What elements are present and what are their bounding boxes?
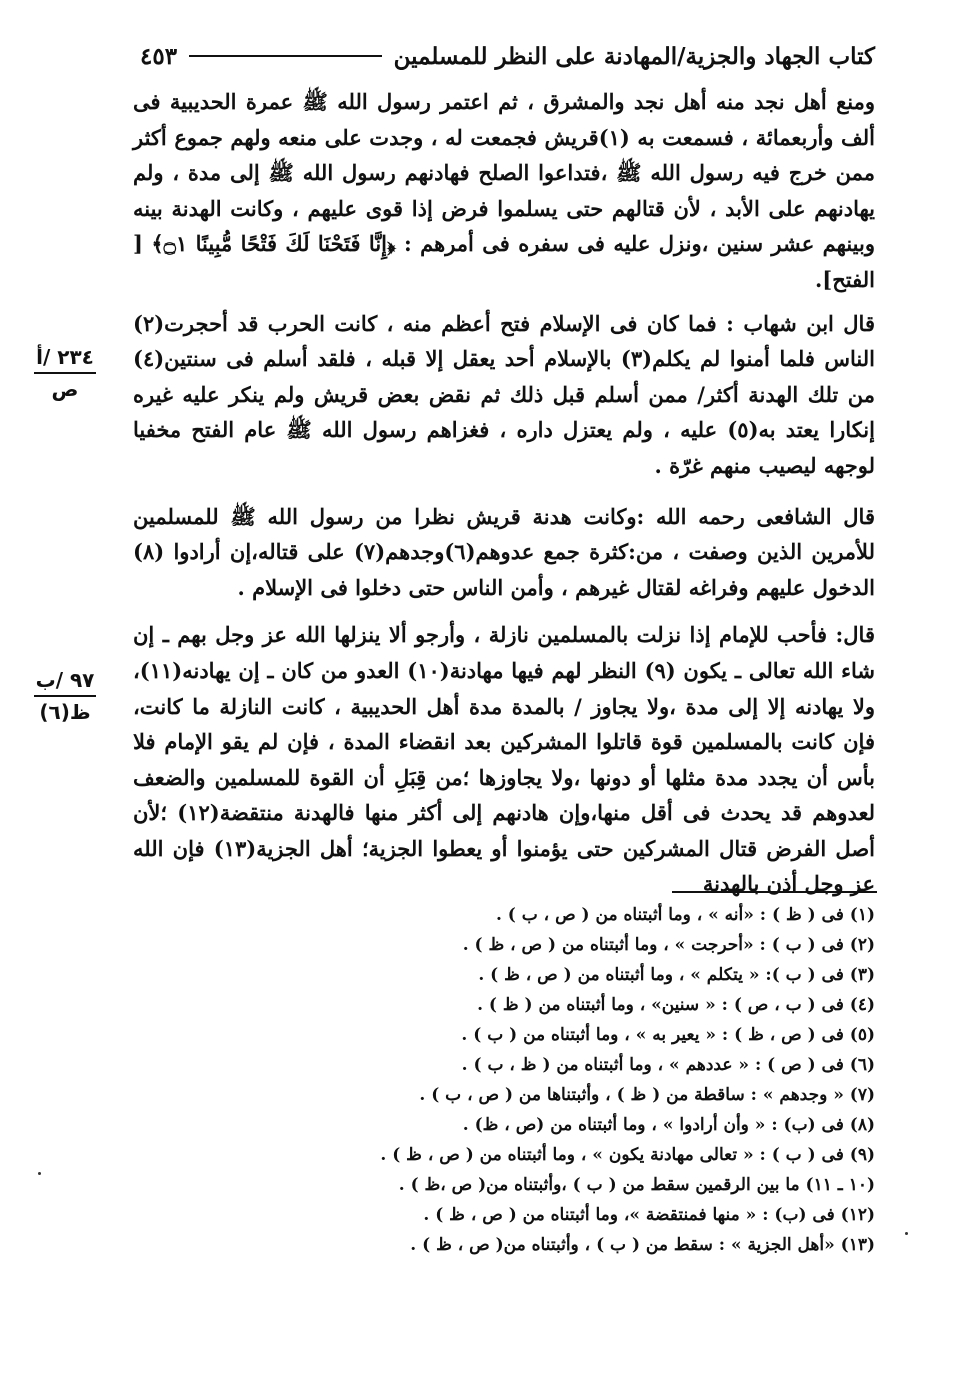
footnote-separator [672, 891, 877, 893]
footnote-12: (١٢) فى (ب) : « منها فمنتقضة »، وما أثبتناه من ( ص ، ظ ) . [423, 1205, 875, 1225]
paragraph-4-lead: قال: [835, 622, 875, 648]
page-number: ٤٥٣ [140, 42, 178, 70]
margin-note-1-top: ٢٣٤ /أ [36, 345, 94, 369]
footnote-6: (٦) فى ( ص ) : « عددهم » ، وما أثبتناه من ( ظ ، ب ) . [461, 1055, 875, 1075]
paragraph-3 [133, 499, 875, 606]
footnote-9: (٩) فى ( ب ) : « تعالى مهادنة يكون » ، وما أثبتناه من ( ص ، ظ ) . [380, 1145, 875, 1165]
footnote-5: (٥) فى ( ص ، ظ ) : « يعير به » ، وما أثبتناه من ( ب ) . [461, 1025, 875, 1045]
header-rule [189, 55, 382, 57]
margin-note-2 [30, 668, 100, 724]
main-text [133, 84, 875, 902]
paragraph-4 [133, 617, 875, 902]
margin-note-2-bottom: ظ(٦) [39, 700, 91, 724]
footnote-3: (٣) فى ( ب ): « يتكلم » ، وما أثبتناه من ( ص ، ظ ) . [478, 965, 875, 985]
margin-note-1-bottom: ص [51, 377, 79, 401]
footnote-13: (١٣) «أهل الجزية » : سقط من ( ب ) ، وأثبتناه من( ص ، ظ ) . [410, 1235, 875, 1255]
chapter-title: كتاب الجهاد والجزية/المهادنة على النظر للمسلمين [393, 42, 875, 70]
paragraph-2: قال ابن شهاب : فما كان فى الإسلام فتح أعظم منه ، كانت الحرب قد أحجرت(٢) الناس فلما أمنوا لم يكلم(٣) بالإسلام أحد يعقل إلا قبله ، فلقد أسلم فى سنتين(٤) من تلك الهدنة أكثر/ ممن أسلم قبل ذلك ثم نقض بعض قريش ولم ينكر عليه غيره إنكارا يعتد به(٥) عليه ، ولم يعتزل داره ، فغزاهم رسول الله ﷺ عام الفتح مخفيا لوجهه ليصيب منهم غرّة . [133, 310, 875, 478]
footnote-2: (٢) فى ( ب ) : «أحرجت » ، وما أثبتناه من ( ص ، ظ ) . [462, 935, 875, 955]
paragraph-3-lead: قال الشافعى رحمه الله [656, 503, 875, 529]
footnote-10-11: (١٠ ـ ١١) ما بين الرقمين سقط من ( ب ) ،وأثبتناه من( ص ،ظ ) . [398, 1175, 875, 1195]
running-header [140, 38, 875, 74]
paragraph-4-text: فأحب للإمام إذا نزلت بالمسلمين نازلة ، وأرجو ألا ينزلها الله عز وجل بهم ـ إن شاء الله تعالى ـ يكون (٩) النظر لهم فيها مهادنة(١٠) العدو من كان ـ إن يهادنه(١١)، ولا يهادنه إلا إلى مدة ،ولا يجاوز / بالمدة مدة أهل الحديبية ، كانت النازلة ما كانت، فإن كانت بالمسلمين قوة قاتلوا المشركين بعد انقضاء المدة ، فإن لم يقو الإمام فلا بأس أن يجدد مدة مثلها أو دونها ،ولا يجاوزها ؛من قِبَلِ أن القوة للمسلمين والضعف لعدوهم قد يحدث فى أقل منها،وإن هادنهم إلى أكثر منها فالهدنة منتقضة(١٢) ؛لأن أصل الفرض قتال المشركين حتى يؤمنوا أو يعطوا الجزية؛ أهل الجزية(١٣) فإن الله عز وجل أذن بالهدنة [133, 622, 876, 897]
footnote-8: (٨) فى (ب) : « وأن أرادوا » ، وما أثبتناه من (ص ، ظ) . [462, 1115, 875, 1135]
footnote-4: (٤) فى ( ب ، ص ) : « سنين» ، وما أثبتناه من ( ظ ) . [477, 995, 875, 1015]
paragraph-3-text: :وكانت هدنة قريش نظرا من رسول الله ﷺ للمسلمين للأمرين الذين وصفت ، من:كثرة جمع عدوهم(٦)وجدهم(٧) على قتاله،إن أرادوا (٨) الدخول عليهم وفراغه لقتال غيرهم ، وأمن الناس حتى دخلوا فى الإسلام . [133, 503, 875, 600]
margin-note-1 [30, 345, 100, 401]
margin-note-2-top: ٩٧ /ب [35, 668, 95, 692]
footnote-1: (١) فى ( ظ ) : «أنه » ، وما أثبتناه من ( ص ، ب ) . [495, 905, 875, 925]
margin-note-2-rule [34, 695, 96, 697]
paragraph-1: ومنع أهل نجد منه أهل نجد والمشرق ، ثم اعتمر رسول الله ﷺ عمرة الحديبية فى ألف وأربعمائة ، فسمعت به (١)قريش فجمعت له ، وجدت على منعه ولهم جموع أكثر ممن خرج فيه رسول الله ﷺ ،فتداعوا الصلح فهادنهم رسول الله ﷺ إلى مدة ، ولم يهادنهم على الأبد ، لأن قتالهم حتى يسلموا فرض إذا قوى عليهم ، وكانت الهدنة بينه وبينهم عشر سنين ،ونزل عليه فى سفره فى أمرهم : ﴿إِنَّا فَتَحْنَا لَكَ فَتْحًا مُّبِينًا ۝١﴾ [ الفتح]. [133, 89, 875, 292]
scan-speck [905, 1232, 908, 1235]
margin-note-1-rule [34, 372, 96, 374]
scan-speck [38, 1172, 41, 1175]
footnote-7: (٧) « وجدهم » : ساقطة من ( ظ ) ، وأثبتناها من ( ص ، ب ) . [419, 1085, 875, 1105]
footnotes [300, 900, 875, 1260]
